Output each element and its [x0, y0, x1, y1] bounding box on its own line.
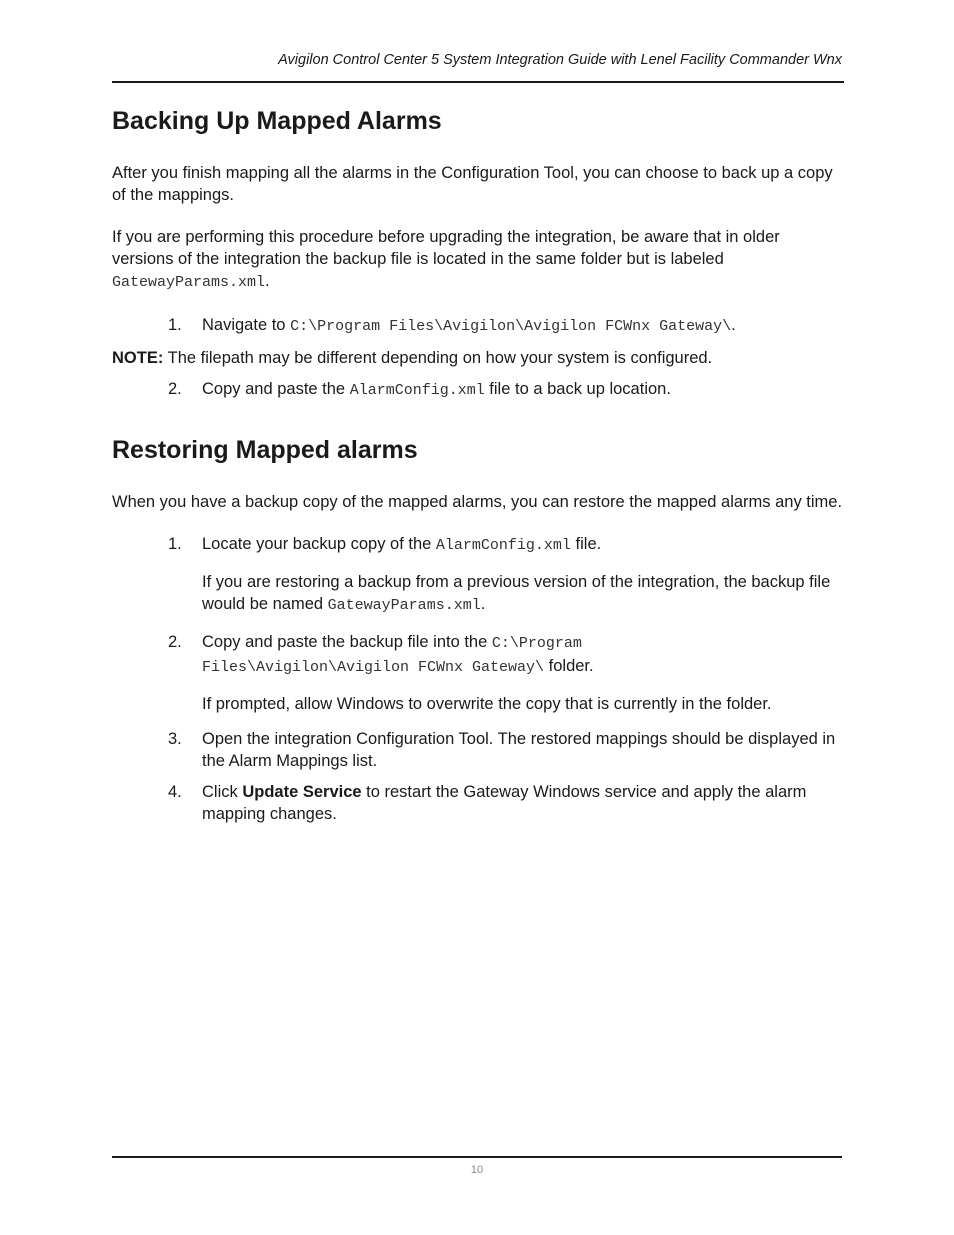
- update-service-label: Update Service: [242, 783, 362, 801]
- section1-intro: After you finish mapping all the alarms in the Configuration Tool, you can choose to back up a copy of the mappings.: [112, 164, 833, 204]
- page-number: 10: [470, 1164, 484, 1176]
- step-number: 2.: [168, 380, 182, 398]
- restore-step-4: 4. Click Update Service to restart the Gateway Windows service and apply the alarm mapping changes.: [168, 783, 807, 823]
- gateway-path-part2: Files\Avigilon\Avigilon FCWnx Gateway\: [202, 659, 545, 676]
- header-rule: [112, 81, 844, 83]
- page-content: [112, 103, 844, 825]
- gateway-params-filename: GatewayParams.xml: [112, 274, 266, 291]
- gateway-path-part1: C:\Program: [491, 635, 582, 652]
- restore-step-2-detail: If prompted, allow Windows to overwrite the copy that is currently in the folder.: [202, 695, 772, 713]
- section1-upgrade-note: If you are performing this procedure before upgrading the integration, be aware that in older versions of the integration the backup file is located in the same folder but is labeled GatewayParams.xml.: [112, 228, 780, 291]
- footer-rule: [112, 1156, 842, 1158]
- restore-step-2: 2. Copy and paste the backup file into the C:\Program Files\Avigilon\Avigilon FCWnx Gateway\ folder.: [168, 633, 594, 676]
- step-number: 4.: [168, 783, 182, 801]
- step-number: 1.: [168, 316, 182, 334]
- restore-step-1: 1. Locate your backup copy of the AlarmConfig.xml file.: [168, 535, 602, 554]
- section1-upgrade-text: If you are performing this procedure before upgrading the integration, be aware that in older versions of the integration the backup file is located in the same folder but is labeled: [112, 228, 780, 268]
- alarm-config-filename: AlarmConfig.xml: [349, 382, 485, 399]
- filepath-note: NOTE: The filepath may be different depending on how your system is configured.: [112, 349, 713, 367]
- restore-step-3: 3. Open the integration Configuration Tool. The restored mappings should be displayed in the Alarm Mappings list.: [168, 730, 836, 770]
- section-heading-backing-up: Backing Up Mapped Alarms: [112, 107, 442, 135]
- gateway-path: C:\Program Files\Avigilon\Avigilon FCWnx Gateway\: [290, 318, 732, 335]
- running-header: Avigilon Control Center 5 System Integration Guide with Lenel Facility Commander Wnx: [278, 52, 842, 68]
- backup-step-2: 2. Copy and paste the AlarmConfig.xml file to a back up location.: [168, 380, 671, 399]
- step-number: 2.: [168, 633, 182, 651]
- section2-intro: When you have a backup copy of the mapped alarms, you can restore the mapped alarms any time.: [112, 493, 843, 511]
- gateway-params-filename: GatewayParams.xml: [327, 597, 481, 614]
- step-number: 3.: [168, 730, 182, 748]
- alarm-config-filename: AlarmConfig.xml: [435, 537, 571, 554]
- step-number: 1.: [168, 535, 182, 553]
- restore-step-1-detail: If you are restoring a backup from a previous version of the integration, the backup file would be named GatewayParams.xml.: [202, 573, 831, 614]
- note-label: NOTE:: [112, 349, 164, 367]
- backup-step-1: 1. Navigate to C:\Program Files\Avigilon\Avigilon FCWnx Gateway\.: [168, 316, 736, 335]
- section-heading-restoring: Restoring Mapped alarms: [112, 436, 418, 464]
